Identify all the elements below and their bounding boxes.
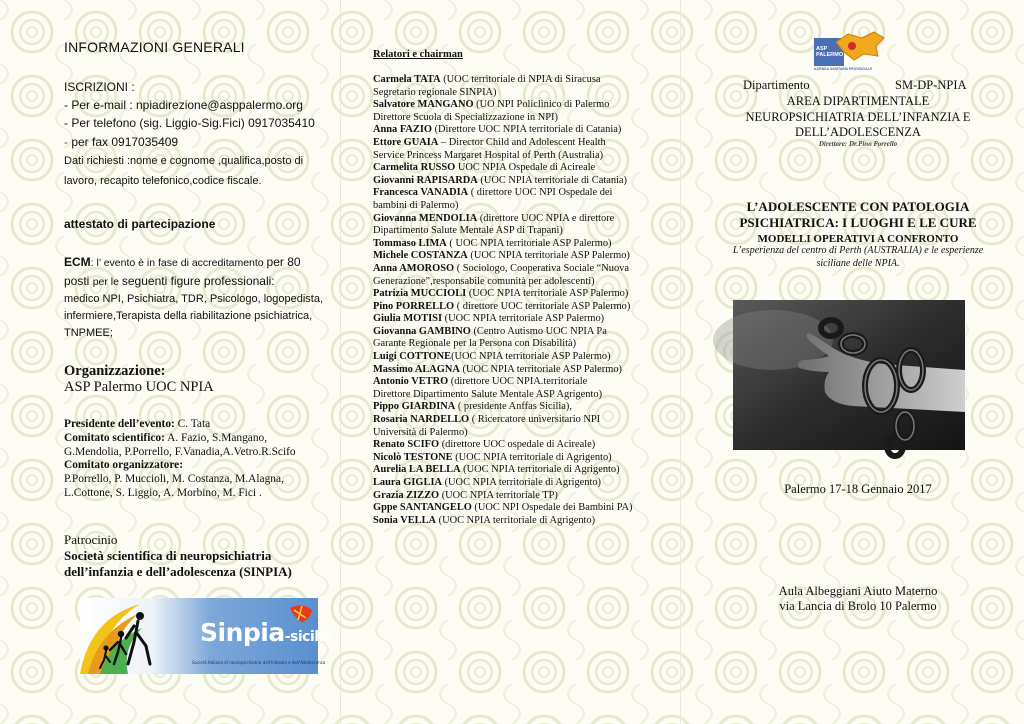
speaker-row: [373, 414, 633, 427]
speaker-role: Segretario regionale SINPIA): [373, 86, 497, 98]
speaker-name: Laura GIGLIA: [373, 477, 442, 488]
speaker-role: (Direttore UOC NPIA territoriale di Catania): [432, 124, 622, 136]
event-subtitle-line-2: siciliane delle NPIA.: [816, 257, 900, 269]
speaker-role: (UOC NPIA territoriale ASP Palermo): [451, 351, 611, 363]
speaker-name: Anna FAZIO: [373, 124, 432, 136]
speaker-row: [373, 213, 633, 226]
general-info-heading: INFORMAZIONI GENERALI: [64, 39, 245, 55]
society-line-2: dell’infanzia e dell’adolescenza (SINPIA): [64, 564, 292, 579]
ecm-line-4: infermiere,Terapista della riabilitazione psichiatrica,: [64, 310, 313, 322]
event-title-line-2: PSICHIATRICA: I LUOGHI E LE CURE: [739, 214, 977, 230]
speaker-row: [373, 74, 633, 87]
speaker-role: (direttore UOC ospedale di Acireale): [439, 439, 596, 451]
speaker-role: (direttore UOC NPIA e direttore: [477, 212, 615, 224]
speaker-row: [373, 452, 633, 465]
fax-dash: -: [64, 135, 68, 149]
speaker-role: ( direttore UOC territoriale ASP Palermo): [454, 300, 631, 312]
organizzatore-value-1: P.Porrello, P. Muccioli, M. Costanza, M.Alagna,: [64, 473, 284, 486]
speaker-role: UOC NPIA Ospedale di Acireale: [455, 162, 596, 174]
organizzazione-title: Organizzazione:: [64, 363, 166, 379]
speaker-name: Sonia VELLA: [373, 514, 437, 526]
speaker-role: Direttore Dipartimento Salute Mentale ASP Agrigento): [373, 388, 603, 400]
society-line-1: Società scientifica di neuropsichiatria: [64, 548, 272, 563]
speaker-row: [373, 250, 633, 263]
speaker-row: [373, 238, 633, 251]
ecm-line-1: [64, 253, 301, 273]
speaker-name: Massimo ALAGNA: [373, 363, 460, 375]
required-data-line-1: Dati richiesti :nome e cognome ,qualifica,posto di: [64, 155, 304, 167]
middle-panel: [340, 0, 680, 724]
speaker-row: [373, 389, 633, 402]
speaker-name: Ettore GUAIA: [373, 136, 439, 148]
email-line: - Per e-mail : npiadirezione@asppalermo.org: [64, 98, 303, 112]
speaker-row: [373, 351, 633, 364]
speaker-name: Tommaso LIMA: [373, 237, 447, 249]
ecm-line-2: [64, 272, 275, 292]
speaker-role: (UOC NPIA territoriale di Agrigento): [452, 451, 612, 463]
ecm-label: ECM: [64, 255, 91, 269]
speaker-name: Michele COSTANZA: [373, 250, 468, 262]
ecm-line-5: TNPMEE;: [64, 327, 113, 339]
speaker-name: Grazia ZIZZO: [373, 489, 440, 501]
organizzatore-value-2: L.Cottone, S. Liggio, A. Morbino, M. Fici .: [64, 486, 262, 499]
speaker-row: [373, 175, 633, 188]
fax-line: [64, 133, 178, 152]
speaker-name: Antonio VETRO: [373, 376, 449, 388]
sinpia-text: Sinpia: [200, 618, 285, 647]
speaker-role: Dipartimento Salute Mentale ASP di Trapani): [373, 225, 563, 237]
speaker-row: [373, 301, 633, 314]
speaker-row: [373, 502, 633, 515]
speaker-name: Giovanni RAPISARDA: [373, 174, 478, 186]
speaker-name: Carmela TATA: [373, 74, 441, 85]
speaker-name: Aurelia LA BELLA: [373, 464, 461, 476]
department-block: [720, 94, 996, 141]
speaker-row: [373, 225, 633, 238]
speaker-name: Renato SCIFO: [373, 439, 440, 451]
speaker-name: Luigi COTTONE: [373, 351, 452, 363]
venue-line-2: via Lancia di Brolo 10 Palermo: [779, 599, 937, 613]
phone-line: - Per telefono (sig. Liggio-Sig.Fici) 0917035410: [64, 116, 315, 130]
speaker-name: Gppe SANTANGELO: [373, 502, 472, 514]
speaker-role: (UOC NPI Ospedale dei Bambini PA): [471, 502, 633, 514]
speaker-role: (direttore UOC NPIA.territoriale: [448, 376, 588, 388]
ecm-line-3: medico NPI, Psichiatra, TDR, Psicologo, logopedista,: [64, 293, 324, 305]
iscrizioni-title: ISCRIZIONI :: [64, 80, 135, 94]
speaker-name: Salvatore MANGANO: [373, 99, 474, 111]
department-code: SM-DP-NPIA: [895, 78, 967, 92]
organizzazione-value: ASP Palermo UOC NPIA: [64, 379, 214, 395]
speaker-role: (UOC NPIA territoriale di Agrigento): [460, 464, 620, 476]
speaker-row: [373, 150, 633, 163]
scientifico-label: Comitato scientifico:: [64, 431, 165, 444]
speaker-role: Garante Regionale per la Persona con Disabilità): [373, 338, 577, 350]
presidente-line: [64, 418, 296, 432]
patrocinio-society: [64, 548, 292, 580]
speaker-name: Carmelita RUSSO: [373, 162, 456, 174]
speaker-row: [373, 464, 633, 477]
sinpia-suffix: -sicilia: [284, 629, 332, 645]
speaker-name: Giulia MOTISI: [373, 313, 443, 325]
speaker-role: (UOC NPIA territoriale ASP Palermo): [467, 250, 630, 262]
speaker-name: Giovanna GAMBINO: [373, 325, 471, 337]
required-data-line-2: lavoro, recapito telefonico,codice fiscale.: [64, 175, 262, 187]
scientifico-value-1: A. Fazio, S.Mangano,: [164, 431, 268, 444]
speaker-role: (UOC NPIA territoriale di Agrigento): [442, 477, 602, 488]
asp-logo-text: [816, 46, 843, 58]
chained-hand-photo: [733, 300, 965, 450]
speaker-row: [373, 87, 633, 100]
speaker-row: [373, 288, 633, 301]
ecm-per-le: per le: [92, 276, 122, 288]
ecm-text-a: : l’ evento è in fase di accreditamento: [90, 257, 267, 269]
ecm-posti: posti: [64, 274, 93, 288]
ecm-text-b: per 80: [266, 255, 301, 269]
department-line-4: DELL’ADOLESCENZA: [795, 125, 921, 139]
speaker-role: (UOC territoriale di NPIA di Siracusa: [440, 74, 601, 85]
asp-logo-line-2: PALERMO: [816, 52, 844, 58]
speaker-role: (UOC NPIA territoriale ASP Palermo): [459, 363, 622, 375]
patrocinio-title: Patrocinio: [64, 532, 118, 547]
speaker-row: [373, 477, 633, 490]
sinpia-logo: [80, 598, 332, 674]
speaker-role: ( presidente Anffas Sicilia),: [455, 401, 572, 413]
asp-logo-tagline: AZIENDA SANITARIA PROVINCIALE: [814, 67, 873, 71]
speaker-row: [373, 490, 633, 503]
speaker-role: Direttore Scuola di Specializzazione in NPI): [373, 111, 558, 123]
speaker-role: (UO NPI Policlinico di Palermo: [473, 99, 610, 111]
speaker-role: ( UOC NPIA territoriale ASP Palermo): [446, 237, 612, 249]
speaker-role: ( Ricercatore universitario NPI: [469, 414, 601, 426]
event-subtitle-models: MODELLI OPERATIVI A CONFRONTO: [757, 233, 959, 245]
speaker-row: [373, 313, 633, 326]
speaker-role: Generazione”,responsabile comunità per adolescenti): [373, 275, 595, 287]
speaker-row: [373, 263, 633, 276]
speaker-role: ( direttore UOC NPI Ospedale dei: [468, 187, 613, 199]
speaker-row: [373, 276, 633, 289]
speaker-row: [373, 376, 633, 389]
asp-palermo-logo: [814, 24, 890, 72]
speaker-row: [373, 364, 633, 377]
speaker-name: Rosaria NARDELLO: [373, 414, 470, 426]
attestato-label: attestato di partecipazione: [64, 217, 216, 231]
speaker-role: (UOC NPIA territoriale ASP Palermo): [442, 313, 605, 325]
department-director: Direttore: Dr.Pino Porrello: [818, 140, 898, 148]
event-subtitle-line-1: L’esperienza del centro di Perth (AUSTRALIA) e le esperienze: [732, 245, 984, 256]
speaker-row: [373, 200, 633, 213]
speaker-role: (UOC NPIA territoriale ASP Palermo): [466, 288, 629, 300]
speaker-role: bambini di Palermo): [373, 199, 459, 211]
right-panel: [680, 0, 1024, 724]
speaker-row: [373, 137, 633, 150]
speaker-row: [373, 162, 633, 175]
speakers-list: [373, 74, 633, 527]
speaker-role: (UOC NPIA territoriale di Agrigento): [436, 514, 596, 526]
event-date: Palermo 17-18 Gennaio 2017: [784, 482, 932, 496]
speaker-name: Francesca VANADIA: [373, 187, 469, 199]
organizzatore-label: Comitato organizzatore:: [64, 459, 184, 472]
department-line-3: NEUROPSICHIATRIA DELL’INFANZIA E: [745, 109, 971, 124]
presidente-value: C. Tata: [174, 418, 211, 430]
fax-text: per fax 0917035409: [68, 135, 179, 149]
speaker-row: [373, 124, 633, 137]
event-title: [700, 199, 1016, 231]
speaker-row: [373, 326, 633, 339]
speaker-role: – Director Child and Adolescent Health: [438, 136, 606, 148]
speaker-role: ( Sociologo, Cooperativa Sociale “Nuova: [454, 262, 629, 274]
ecm-figures: seguenti figure professionali:: [121, 274, 275, 288]
event-title-line-1: L’ADOLESCENTE CON PATOLOGIA: [746, 199, 970, 214]
event-venue: [700, 584, 1016, 614]
speaker-row: [373, 338, 633, 351]
speaker-name: Nicolò TESTONE: [373, 451, 453, 463]
speaker-role: Università di Palermo): [373, 426, 468, 438]
presidente-label: Presidente dell’evento:: [64, 418, 175, 430]
sinpia-caption: Società Italiana di neuropsichiatria dell'Infanzia e dell'Adolescenza: [192, 660, 326, 665]
speaker-name: Patrizia MUCCIOLI: [373, 288, 467, 300]
scientifico-line: [64, 432, 296, 446]
event-subtitle: [700, 245, 1016, 270]
speaker-name: Anna AMOROSO: [373, 262, 455, 274]
speaker-row: [373, 112, 633, 125]
department-line-2: AREA DIPARTIMENTALE: [786, 94, 930, 108]
left-panel: [0, 0, 340, 724]
committee-block: [64, 418, 296, 501]
speaker-role: (UOC NPIA territoriale di Catania): [477, 174, 627, 186]
speaker-row: [373, 427, 633, 440]
speaker-row: [373, 187, 633, 200]
sinpia-wordmark: [200, 618, 332, 647]
speaker-role: (UOC NPIA territoriale TP): [439, 489, 558, 501]
asp-logo-line-1: ASP: [816, 46, 828, 52]
speaker-row: [373, 401, 633, 414]
venue-line-1: Aula Albeggiani Aiuto Materno: [778, 584, 938, 598]
speaker-row: [373, 99, 633, 112]
speaker-row: [373, 439, 633, 452]
speaker-role: (Centro Autismo UOC NPIA Pa: [470, 325, 607, 337]
speaker-name: Pino PORRELLO: [373, 300, 455, 312]
scientifico-value-2: G.Mendolia, P.Porrello, F.Vanadia,A.Vetro.R.Scifo: [64, 445, 296, 458]
speaker-name: Giovanna MENDOLIA: [373, 212, 478, 224]
speaker-role: Service Princess Margaret Hospital of Perth (Australia): [373, 149, 604, 161]
speaker-row: [373, 515, 633, 528]
speaker-name: Pippo GIARDINA: [373, 401, 456, 413]
department-label: Dipartimento: [743, 78, 810, 92]
speakers-heading: Relatori e chairman: [373, 49, 463, 60]
